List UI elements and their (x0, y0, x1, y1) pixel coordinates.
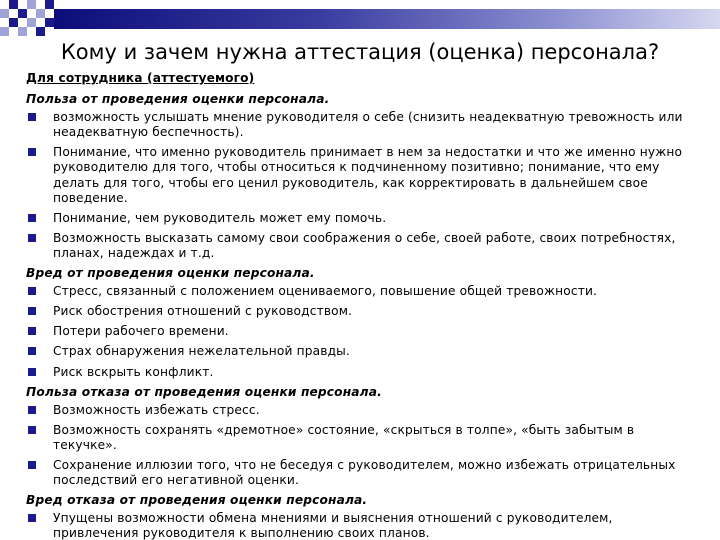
bullet-list (26, 110, 702, 261)
square-bullet-icon (28, 461, 36, 469)
square-bullet-icon (28, 514, 36, 522)
square-bullet-icon (28, 113, 36, 121)
bullet-list (26, 403, 702, 488)
square-bullet-icon (28, 426, 36, 434)
slide-title: Кому и зачем нужна аттестация (оценка) персонала? (60, 40, 660, 64)
list-item (26, 423, 702, 453)
list-item (26, 344, 702, 359)
list-item (26, 403, 702, 418)
list-item-text: Потери рабочего времени. (53, 324, 229, 339)
list-item (26, 304, 702, 319)
header-gradient-bar (54, 9, 720, 29)
list-item-text: возможность услышать мнение руководителя о себе (снизить неадекватную тревожность или неадекватную беспечность). (53, 110, 683, 140)
square-bullet-icon (28, 214, 36, 222)
list-item (26, 324, 702, 339)
section-heading: Польза от проведения оценки персонала. (26, 92, 330, 107)
list-item-text: Упущены возможности обмена мнениями и выяснения отношений с руководителем, привлечения руководителя к выполнению своих планов. (53, 511, 613, 540)
list-item-text: Сохранение иллюзии того, что не беседуя с руководителем, можно избежать отрицательных последствий его негативной оценки. (53, 457, 676, 488)
list-item-text: Возможность высказать самому свои соображения о себе, своей работе, своих потребностях, планах, надеждах и т.д. (53, 230, 676, 260)
header-decoration (0, 0, 720, 40)
slide-content (26, 71, 702, 540)
list-item (26, 284, 702, 299)
list-item-text: Риск обострения отношений с руководством. (53, 304, 353, 319)
square-bullet-icon (28, 287, 36, 295)
list-item (26, 110, 702, 140)
list-item-text: Страх обнаружения нежелательной правды. (53, 344, 350, 359)
square-bullet-icon (28, 148, 36, 156)
list-item-text: Понимание, что именно руководитель принимает в нем за недостатки и что же именно нужно руководителю для того, чтобы относиться к подчиненному позитивно; понимание, что ему делать для того, чтобы его ценил руководитель, как корректировать в дальнейшем свое поведение. (53, 145, 683, 205)
square-bullet-icon (28, 234, 36, 242)
section-heading: Вред от проведения оценки персонала. (26, 266, 315, 281)
list-item (26, 231, 702, 261)
list-item (26, 511, 702, 540)
list-item (26, 211, 702, 226)
bullet-list (26, 511, 702, 540)
list-item-text: Понимание, чем руководитель может ему помочь. (53, 210, 387, 225)
list-item (26, 365, 702, 380)
list-item (26, 145, 702, 205)
square-bullet-icon (28, 327, 36, 335)
bullet-list (26, 284, 702, 379)
section-heading: Польза отказа от проведения оценки персонала. (26, 384, 382, 399)
list-item-text: Возможность избежать стресс. (53, 402, 260, 417)
section-heading: Вред отказа от проведения оценки персонала. (26, 493, 368, 508)
list-item-text: Риск вскрыть конфликт. (53, 364, 214, 379)
square-bullet-icon (28, 406, 36, 414)
square-bullet-icon (28, 347, 36, 355)
list-item (26, 458, 702, 488)
audience-label: Для сотрудника (аттестуемого) (26, 71, 255, 85)
square-bullet-icon (28, 307, 36, 315)
list-item-text: Стресс, связанный с положением оцениваемого, повышение общей тревожности. (53, 284, 598, 299)
square-bullet-icon (28, 368, 36, 376)
list-item-text: Возможность сохранять «дремотное» состояние, «скрыться в толпе», «быть забытым в текучке». (53, 422, 635, 452)
